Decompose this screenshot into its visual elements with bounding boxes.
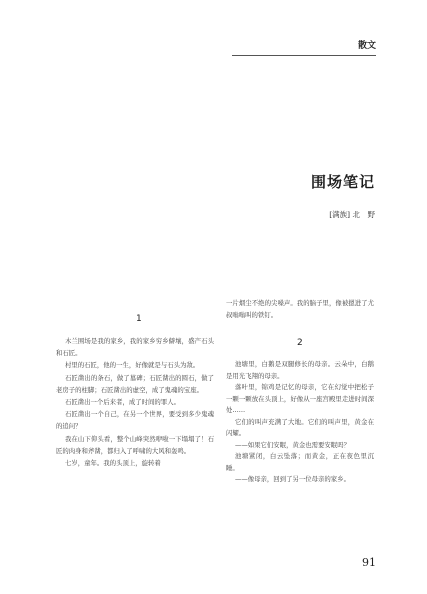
author-byline: [满族] 北 野: [329, 210, 375, 219]
article-title: 围场笔记: [310, 173, 375, 191]
paragraph: 它们的叫声充满了大地。它们的叫声里，黄金在闪耀。: [226, 417, 374, 437]
paragraph: 我在山下仰头看，整个山峰突然咿啦一下塌塌了！石匠的肉身和斧凿，都归入了呼啸的大风和轰鸣。: [56, 434, 214, 455]
continuation-paragraph: 一片烟尘不绝的尖嗓声。我的脑子里，像被摁进了尤叔嗡嗡叫的铁钉。: [226, 299, 374, 320]
section-number-1: 1: [136, 314, 142, 324]
paragraph: 池塘紧闭，白云坠落；而黄金，正在夜色里沉睡。: [226, 452, 374, 472]
section-label: 散文: [357, 41, 376, 51]
paragraph: 石匠凿出一个后来者，成了时间的罪人。: [64, 398, 180, 407]
right-column-continuation: [226, 297, 374, 321]
right-column: [226, 359, 374, 486]
header-rule: [232, 55, 376, 56]
paragraph: 落叶里，锦鸡是记忆的母亲，它在幻觉中把松子一颗一颗放在头顶上，好像从一座宫殿里走进时间深处……: [226, 383, 374, 414]
paragraph: 七岁，童年。我的头顶上，旋转着: [64, 459, 161, 468]
column-header: [232, 38, 376, 58]
paragraph: 石匠凿出的条石，做了墓碑；石匠凿出的圆石，做了老房子的柱脚；石匠凿出的虚空，成了鬼魂的宝座。: [56, 373, 214, 394]
left-column: [56, 335, 214, 469]
section-number-2: 2: [297, 338, 303, 348]
paragraph: ——如果它们安眠，黄金也需要安眠吗？: [234, 440, 350, 449]
paragraph: 村里的石匠，他的一生，好像就是与石头为敌。: [64, 361, 200, 370]
paragraph: ——像母亲，回到了另一位母亲的家乡。: [234, 475, 350, 483]
paragraph: 池塘里，白鹅是双腿修长的母亲。云朵中，白鹅是用光飞翔的母亲。: [226, 360, 374, 380]
paragraph: 木兰围场是我的家乡，我的家乡穷乡僻壤，盛产石头和石匠。: [56, 337, 214, 358]
paragraph: 石匠凿出一个自己，在另一个世界，要受到多少鬼魂的追问？: [56, 410, 214, 431]
page-number: 91: [362, 556, 376, 569]
